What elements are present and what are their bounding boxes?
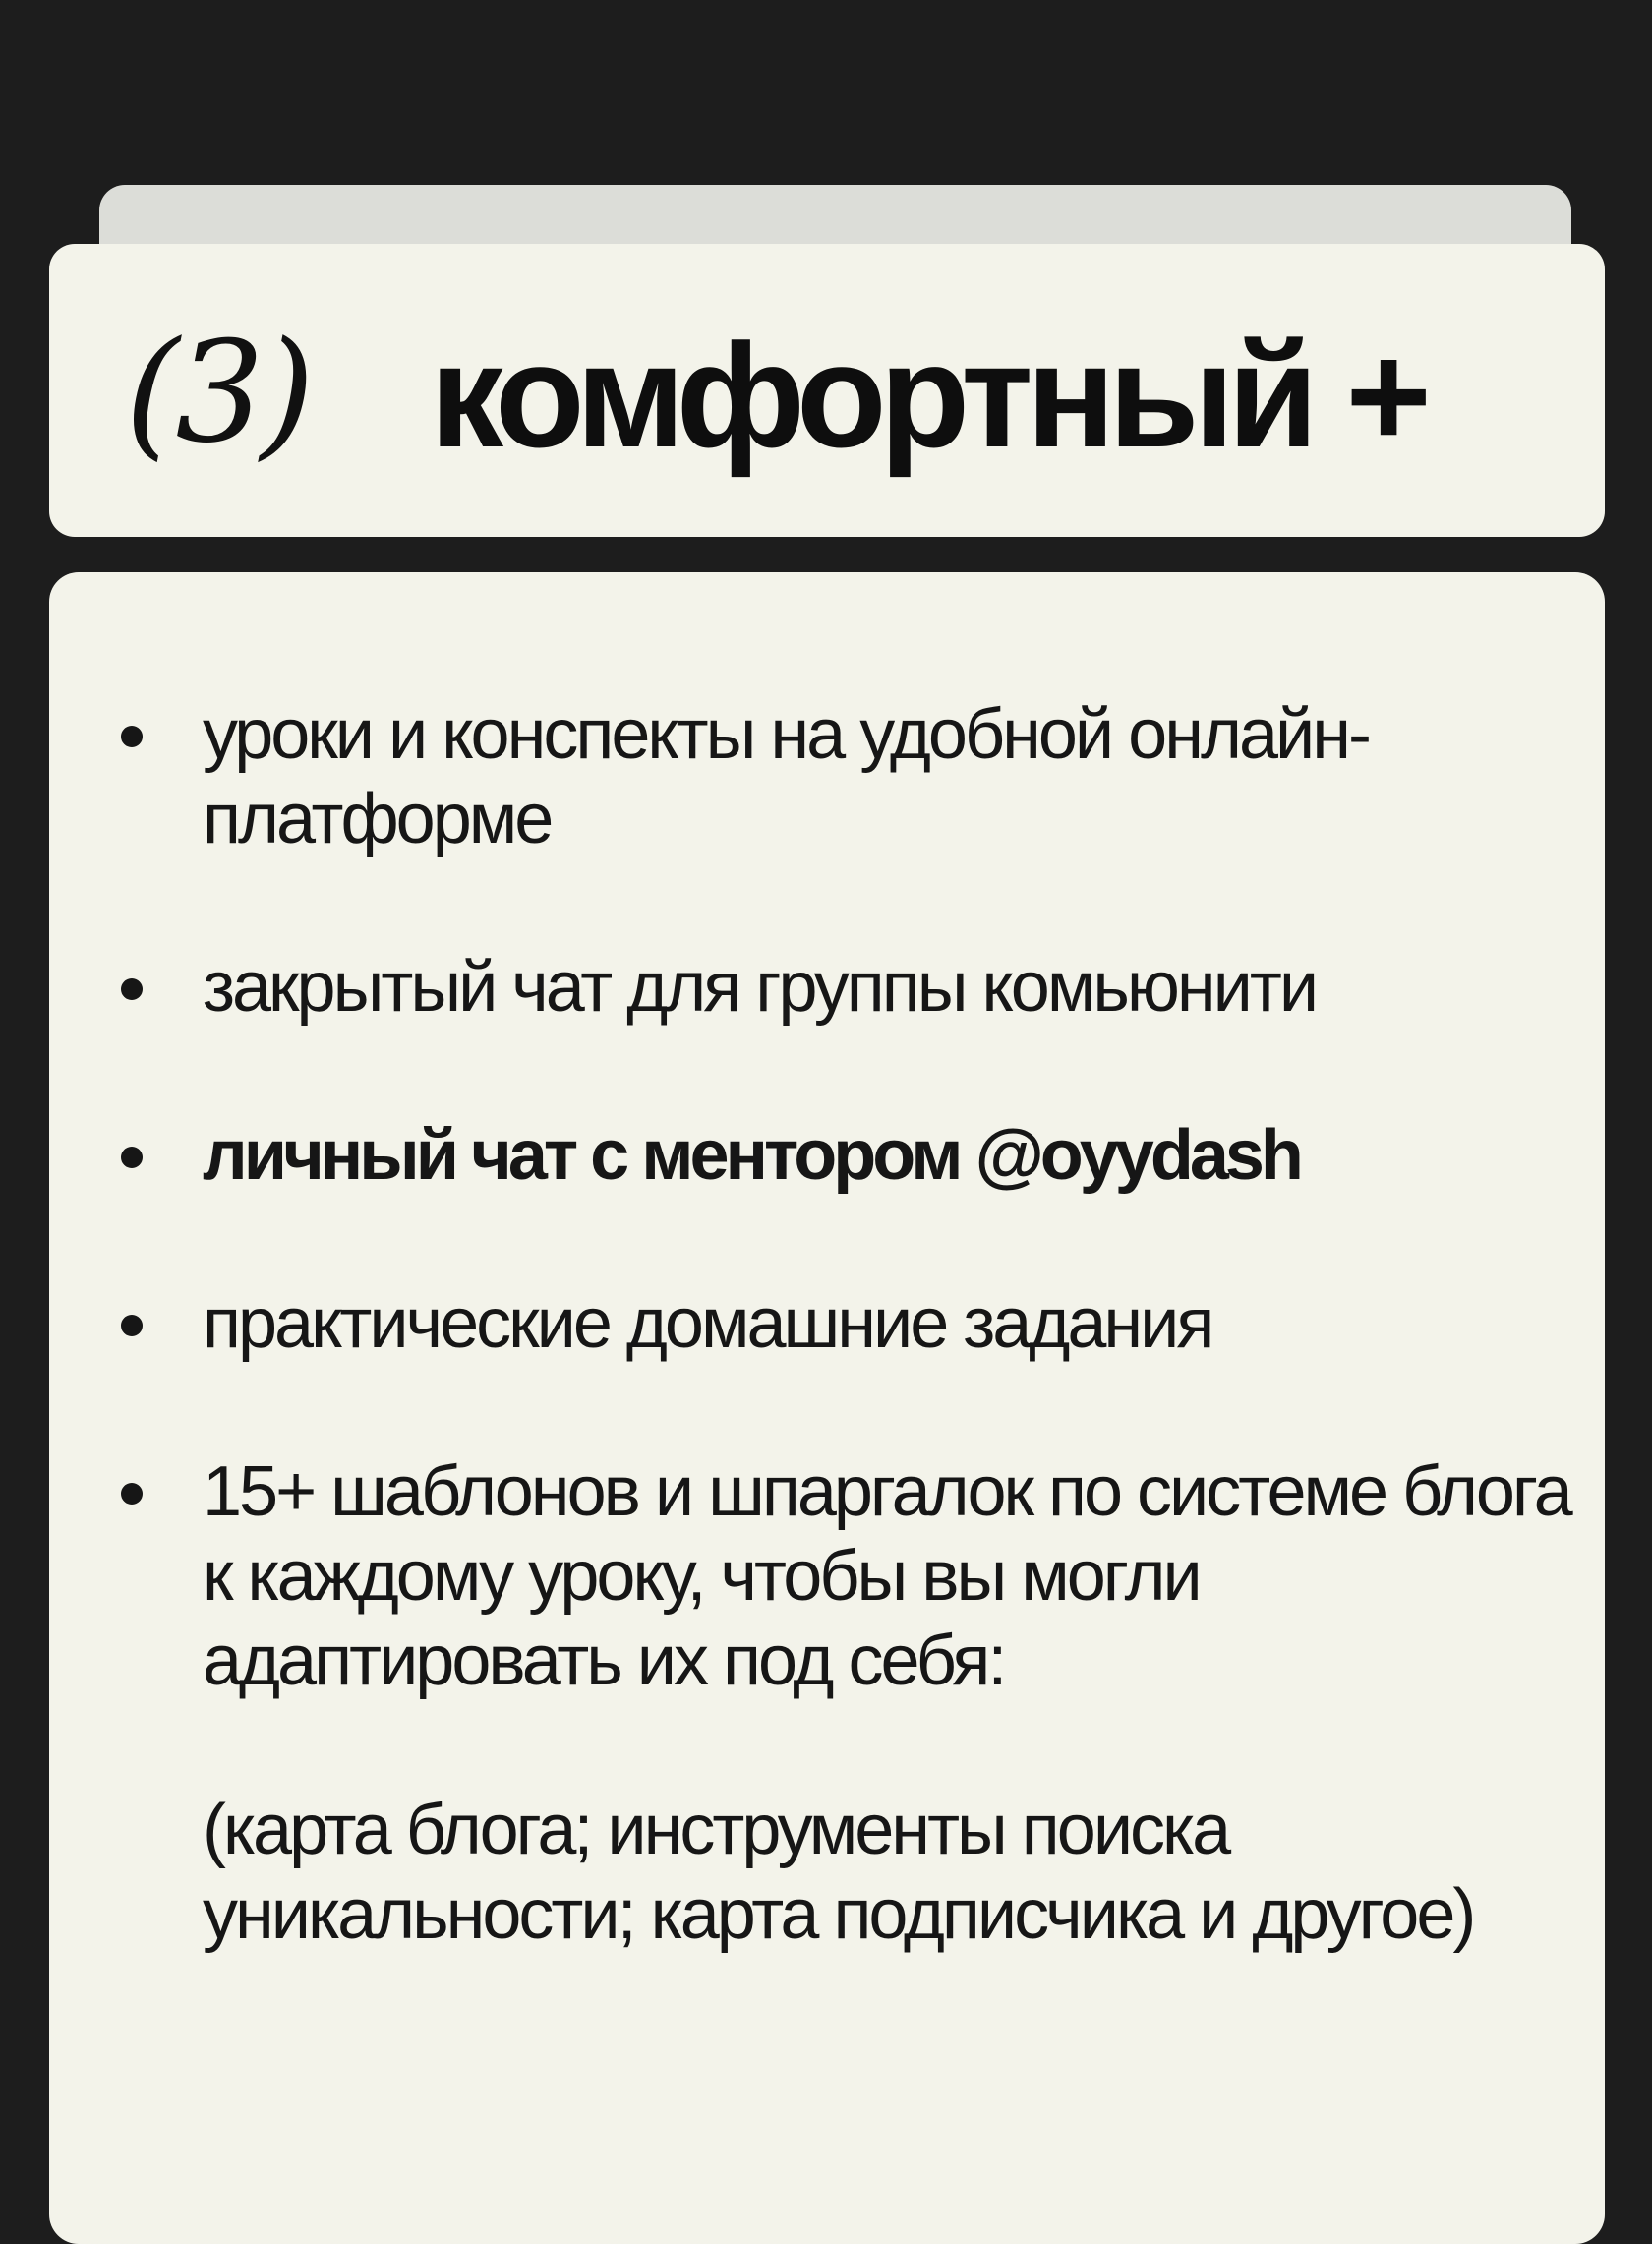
bullet-icon (121, 1483, 143, 1505)
bullet-icon (121, 978, 143, 1000)
bullet-icon (121, 1147, 143, 1168)
feature-text: 15+ шаблонов и шпаргалок по системе блога к каждому уроку, чтобы вы могли адаптировать их под себя: (203, 1452, 1570, 1700)
list-item (118, 1449, 1573, 1957)
feature-text: практические домашние задания (203, 1284, 1212, 1363)
list-item (118, 945, 1573, 1030)
step-number: (3) (125, 312, 312, 474)
feature-text: личный чат с ментором @oyydash (203, 1116, 1300, 1195)
feature-list (118, 692, 1573, 2040)
list-item (118, 1281, 1573, 1366)
list-item (118, 692, 1573, 861)
bullet-icon (121, 726, 143, 747)
feature-text: закрытый чат для группы комьюнити (203, 948, 1317, 1027)
feature-text: уроки и конспекты на удобной онлайн-платформе (203, 695, 1369, 858)
feature-note: (карта блога; инструменты поиска уникальности; карта подписчика и другое) (203, 1791, 1474, 1954)
list-item (118, 1113, 1573, 1198)
plan-title: комфортный + (430, 313, 1425, 478)
bullet-icon (121, 1315, 143, 1336)
